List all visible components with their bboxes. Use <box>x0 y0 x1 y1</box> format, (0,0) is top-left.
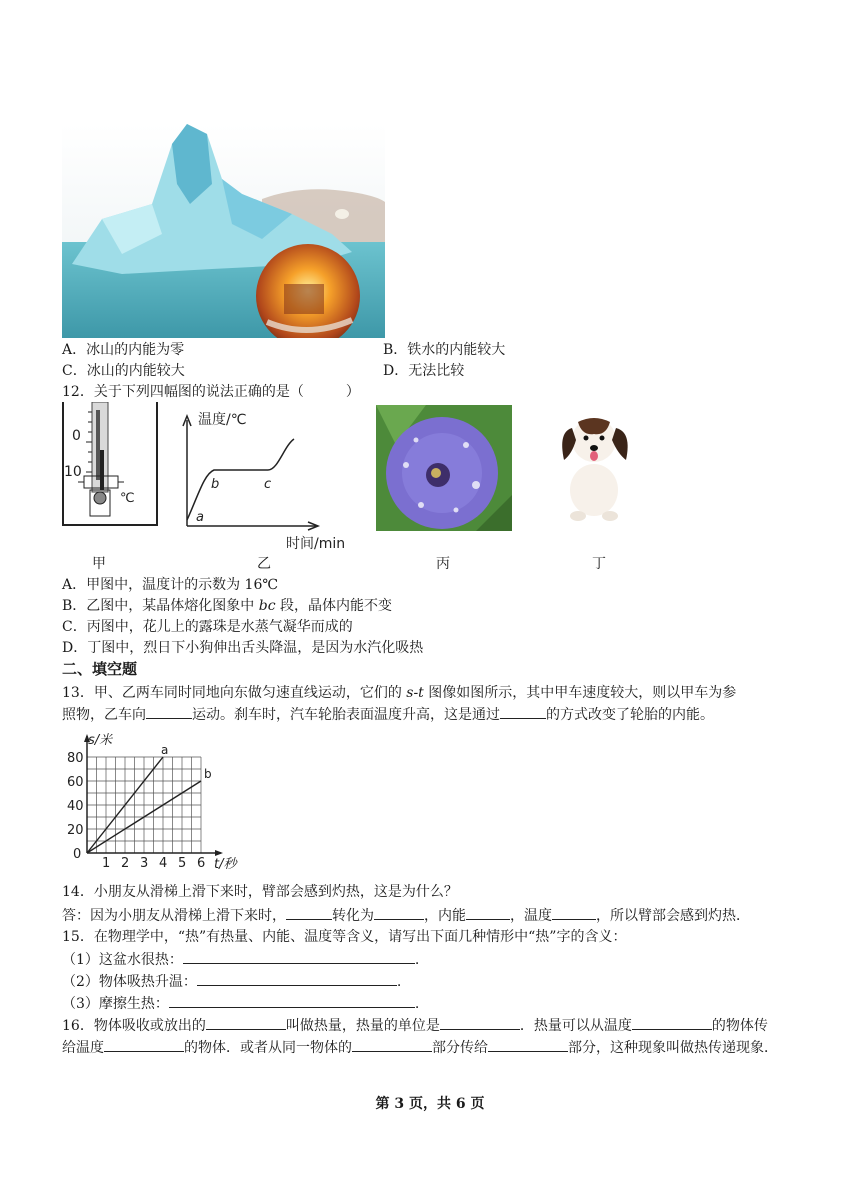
blank[interactable] <box>488 1037 568 1052</box>
caption-bing: 丙 <box>436 556 450 572</box>
page-footer: 第 3 页，共 6 页 <box>375 1096 485 1112</box>
melting-xlabel: 时间/min <box>286 536 346 552</box>
q16-line2: 给温度 的物体．或者从同一物体的 部分传给 部分，这种现象叫做热传递现象． <box>62 1037 778 1058</box>
blank[interactable] <box>183 949 415 964</box>
melting-point-a: a <box>196 510 204 525</box>
blank[interactable] <box>352 1037 432 1052</box>
x-tick-label: 6 <box>197 856 206 871</box>
q12-stem: 12．关于下列四幅图的说法正确的是（ ） <box>62 384 360 400</box>
y-tick-label: 20 <box>67 823 84 838</box>
series-label-b: b <box>204 767 212 781</box>
thermometer-scale-0: 0 <box>72 428 81 444</box>
x-tick-label: 2 <box>121 856 130 871</box>
q15-item2: （2）物体吸热升温： . <box>62 971 401 992</box>
q11-option-a: A．冰山的内能为零 <box>62 342 185 358</box>
q12-option-c: C．丙图中，花儿上的露珠是水蒸气凝华而成的 <box>62 619 353 635</box>
q12-option-d: D．丁图中，烈日下小狗伸出舌头降温，是因为水汽化吸热 <box>62 640 424 656</box>
q12-option-b: B．乙图中，某晶体熔化图象中 bc 段，晶体内能不变 <box>62 598 393 614</box>
melting-curve-figure <box>176 406 360 552</box>
puppy-image <box>554 410 638 522</box>
q11-option-d: D．无法比较 <box>383 363 465 379</box>
series-label-a: a <box>161 743 169 757</box>
blank[interactable] <box>146 704 192 719</box>
q12-option-a: A．甲图中，温度计的示数为 16℃ <box>62 577 279 593</box>
thermometer-scale-10: 10 <box>64 464 82 480</box>
blank[interactable] <box>169 993 415 1008</box>
q11-option-c: C．冰山的内能较大 <box>62 363 185 379</box>
blank[interactable] <box>500 704 546 719</box>
q14-answer: 答：因为小朋友从滑梯上滑下来时， 转化为 ，内能 ，温度 ，所以臂部会感到灼热． <box>62 905 750 926</box>
thermometer-unit: ℃ <box>120 491 135 506</box>
q15-stem: 15．在物理学中，“热”有热量、内能、温度等含义，请写出下面几种情形中“热”字的含义： <box>62 929 627 945</box>
melting-ylabel: 温度/℃ <box>198 412 247 428</box>
blank[interactable] <box>466 905 510 920</box>
st-y-axis-label: s/米 <box>88 733 113 748</box>
thermometer-figure <box>60 402 160 528</box>
x-tick-label: 1 <box>102 856 111 871</box>
blank[interactable] <box>197 971 397 986</box>
blank[interactable] <box>286 905 332 920</box>
y-tick-label: 60 <box>67 775 84 790</box>
caption-jia: 甲 <box>92 556 106 572</box>
melting-point-c: c <box>264 477 272 492</box>
caption-yi: 乙 <box>257 556 271 572</box>
y-tick-label: 40 <box>67 799 84 814</box>
x-tick-label: 4 <box>159 856 168 871</box>
caption-ding: 丁 <box>592 556 606 572</box>
st-chart <box>60 730 240 872</box>
x-axis-arrow <box>215 850 223 856</box>
y-tick-label: 0 <box>73 847 82 862</box>
section-title-fill-blank: 二、填空题 <box>62 660 138 678</box>
y-tick-label: 80 <box>67 751 84 766</box>
q14-question: 14．小朋友从滑梯上滑下来时，臂部会感到灼热，这是为什么？ <box>62 884 458 900</box>
q15-item1: （1）这盆水很热： . <box>62 949 419 970</box>
melting-point-b: b <box>211 477 220 492</box>
iceberg-molten-iron-image <box>62 124 385 338</box>
blank[interactable] <box>440 1015 520 1030</box>
q16-line1: 16．物体吸收或放出的 叫做热量，热量的单位是 ．热量可以从温度 的物体传 <box>62 1015 768 1036</box>
blank[interactable] <box>374 905 424 920</box>
st-x-axis-label: t/秒 <box>214 857 237 872</box>
blank[interactable] <box>552 905 596 920</box>
q11-option-b: B．铁水的内能较大 <box>383 342 506 358</box>
blank[interactable] <box>206 1015 286 1030</box>
blank[interactable] <box>632 1015 712 1030</box>
x-tick-label: 3 <box>140 856 149 871</box>
blank[interactable] <box>104 1037 184 1052</box>
flower-dew-image <box>376 405 512 531</box>
q13-line1: 13．甲、乙两车同时同地向东做匀速直线运动，它们的 s-t 图像如图所示，其中甲车速度较大，则以甲车为参 <box>62 685 737 701</box>
x-tick-label: 5 <box>178 856 187 871</box>
q15-item3: （3）摩擦生热： . <box>62 993 419 1014</box>
q13-line2: 照物，乙车向 运动。刹车时，汽车轮胎表面温度升高，这是通过 的方式改变了轮胎的内能。 <box>62 704 714 725</box>
